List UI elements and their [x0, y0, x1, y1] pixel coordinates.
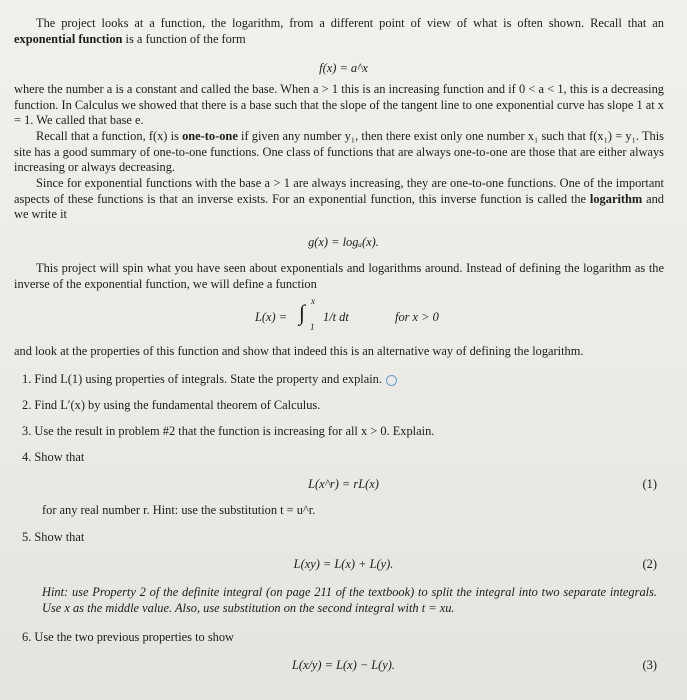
integral-sign: ∫ [299, 300, 306, 325]
list-item [22, 530, 652, 546]
list-item [22, 630, 652, 646]
equation-exponential: f(x) = a^x [319, 61, 368, 75]
item-text: Use the two previous properties to show [34, 630, 234, 644]
equation-1-number: (1) [642, 477, 657, 491]
integral-upper-limit: x [311, 296, 315, 306]
item-text: Show that [34, 450, 85, 464]
item-number: 2. [22, 398, 32, 412]
equation-1: L(x^r) = rL(x) [308, 477, 379, 491]
intro-text: an [652, 16, 664, 30]
term-logarithm: logarithm [589, 191, 643, 206]
equation-3-number: (3) [642, 658, 657, 672]
item-text: Show that [34, 530, 85, 544]
list-item [22, 424, 652, 440]
base-paragraph: where the number a is a constant and called the base. When a > 1 this is an increasing function and if 0 < a < 1, this is a decreasing function. In Calculus we showed that there is a base such that the slope of the tangent line to one exponential curve has slope 1 at x = 1. We called that base e. [14, 82, 664, 128]
spin-paragraph: This project will spin what you have seen about exponentials and logarithms around. Instead of defining the logarithm as the inverse of the exponential function, we will define a function [14, 261, 664, 291]
look-paragraph: and look at the properties of this function and show that indeed this is an alternative way of defining the logarithm. [14, 344, 584, 358]
intro-text-end: is a function of the form [122, 31, 246, 46]
intro-paragraph [14, 16, 664, 47]
integrand: 1/t dt [323, 310, 349, 324]
equation-L-definition [255, 296, 555, 336]
one-to-one-text-end: if given any number y₁, then there exist only one number x₁ such that f(x₁) = y₁. This site has a good summary of one-to-one functions. One class of functions that are always one-to-one are those that are either always increasing or always decreasing. [14, 129, 664, 175]
item-number: 4. [22, 450, 32, 464]
L-lhs: L(x) = [255, 310, 288, 324]
integral-lower-limit: 1 [310, 322, 315, 332]
list-item [22, 398, 652, 414]
equation-2-number: (2) [642, 557, 657, 571]
item-number: 3. [22, 424, 32, 438]
circle-icon [386, 375, 397, 386]
item-text: Find L(1) using properties of integrals. State the property and explain. [34, 372, 382, 386]
item-number: 6. [22, 630, 32, 644]
item-text: Use the result in problem #2 that the function is increasing for all x > 0. Explain. [34, 424, 435, 438]
hint-eq2: Hint: use Property 2 of the definite integral (on page 211 of the textbook) to split the integral into two separate integrals. Use x as the middle value. Also, use substitution on the second integral with t = xu. [42, 585, 657, 615]
item-text: Find L′(x) by using the fundamental theorem of Calculus. [34, 398, 321, 412]
inverse-paragraph [14, 176, 664, 223]
one-to-one-paragraph [14, 129, 664, 176]
equation-2: L(xy) = L(x) + L(y). [293, 557, 394, 571]
equation-log: g(x) = logₐ(x). [308, 235, 379, 249]
hint-eq1: for any real number r. Hint: use the substitution t = u^r. [42, 503, 316, 517]
domain-condition: for x > 0 [395, 310, 439, 324]
equation-3: L(x/y) = L(x) − L(y). [291, 658, 396, 672]
list-item [22, 450, 652, 466]
intro-line: The project looks at a function, the logarithm, from a different point of view of what is often shown. Recall that [36, 16, 647, 30]
term-exponential-function: exponential function [14, 31, 123, 46]
item-number: 5. [22, 530, 32, 544]
item-number: 1. [22, 372, 32, 386]
term-one-to-one: one-to-one [182, 129, 238, 143]
list-item [22, 372, 652, 388]
one-to-one-text: Recall that a function, f(x) is [36, 129, 183, 143]
inverse-text-end: and we write it [14, 191, 664, 222]
inverse-text: Since for exponential functions with the base a > 1 are always increasing, they are one-to-one functions. One of the important aspects of these functions is that an inverse exists. For an exponential function, this inverse function is called the [14, 176, 664, 206]
